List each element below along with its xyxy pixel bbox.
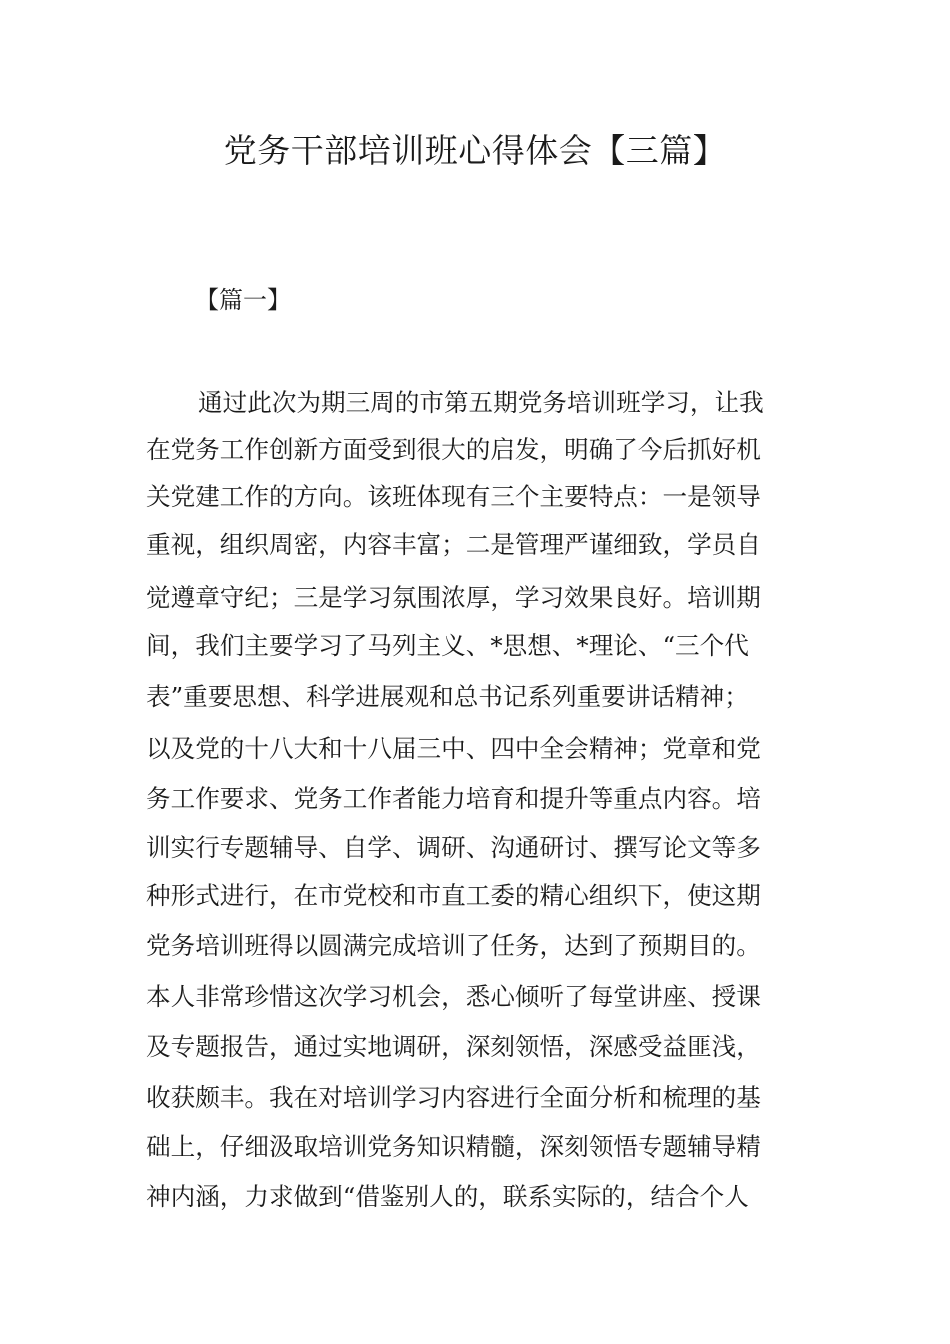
body-line: 及专题报告，通过实地调研，深刻领悟，深感受益匪浅， xyxy=(146,1032,761,1061)
body-line: 间，我们主要学习了马列主义、*思想、*理论、“三个代 xyxy=(146,631,749,660)
document-title: 党务干部培训班心得体会【三篇】 xyxy=(223,131,727,170)
body-line: 觉遵章守纪；三是学习氛围浓厚，学习效果良好。培训期 xyxy=(146,583,761,612)
body-line: 种形式进行，在市党校和市直工委的精心组织下，使这期 xyxy=(146,881,761,910)
body-line: 关党建工作的方向。该班体现有三个主要特点：一是领导 xyxy=(146,482,761,511)
body-line: 党务培训班得以圆满完成培训了任务，达到了预期目的。 xyxy=(146,931,761,960)
body-line: 础上，仔细汲取培训党务知识精髓，深刻领悟专题辅导精 xyxy=(146,1132,761,1161)
body-line: 表”重要思想、科学进展观和总书记系列重要讲话精神； xyxy=(146,682,749,711)
body-line: 务工作要求、党务工作者能力培育和提升等重点内容。培 xyxy=(146,784,761,813)
body-line: 在党务工作创新方面受到很大的启发，明确了今后抓好机 xyxy=(146,435,761,464)
body-line: 重视，组织周密，内容丰富；二是管理严谨细致，学员自 xyxy=(146,530,761,559)
body-line: 神内涵，力求做到“借鉴别人的，联系实际的，结合个人 xyxy=(146,1182,749,1211)
body-line: 训实行专题辅导、自学、调研、沟通研讨、撰写论文等多 xyxy=(146,833,761,862)
body-line: 本人非常珍惜这次学习机会，悉心倾听了每堂讲座、授课 xyxy=(146,982,761,1011)
section-heading: 【篇一】 xyxy=(195,286,291,314)
body-line: 以及党的十八大和十八届三中、四中全会精神；党章和党 xyxy=(146,734,761,763)
body-line: 收获颇丰。我在对培训学习内容进行全面分析和梳理的基 xyxy=(146,1083,761,1112)
body-line: 通过此次为期三周的市第五期党务培训班学习，让我 xyxy=(198,388,764,417)
